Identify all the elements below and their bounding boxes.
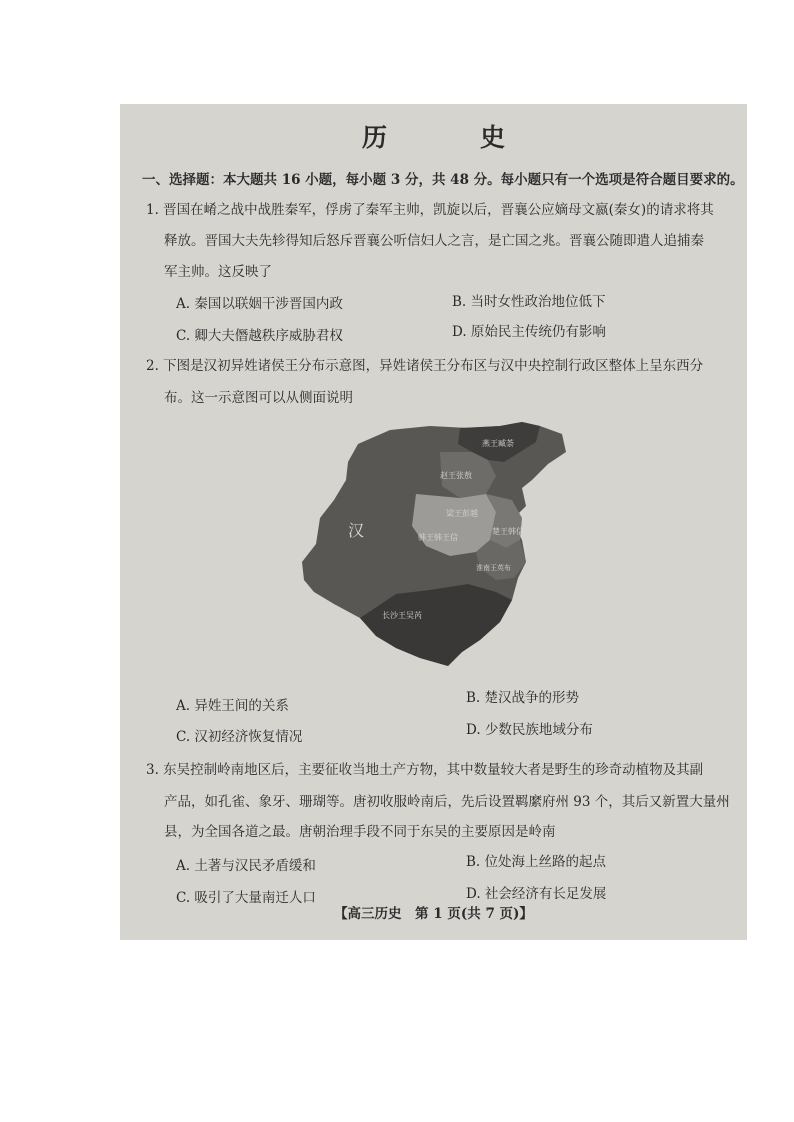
- q2-line-2: 布。这一示意图可以从侧面说明: [164, 390, 353, 406]
- q2-line-1: 2. 下图是汉初异姓诸侯王分布示意图，异姓诸侯王分布区与汉中央控制行政区整体上呈东西分: [146, 358, 704, 374]
- q2-option-a: A. 异姓王间的关系: [176, 698, 289, 714]
- q1-line-2: 释放。晋国大夫先轸得知后怒斥晋襄公听信妇人之言，是亡国之兆。晋襄公随即遣人追捕秦: [164, 233, 704, 249]
- q1-option-c: C. 卿大夫僭越秩序威胁君权: [176, 328, 343, 344]
- han-vassal-map: [300, 422, 570, 667]
- q3-line-1: 3. 东吴控制岭南地区后，主要征收当地土产方物，其中数量较大者是野生的珍奇动植物及其副: [146, 762, 704, 778]
- section-heading: 一、选择题：本大题共 16 小题，每小题 3 分，共 48 分。每小题只有一个选项是符合题目要求的。: [142, 172, 744, 188]
- map-label-yan: 燕王臧荼: [482, 439, 514, 448]
- map-label-hann: 韩王韩王信: [418, 533, 458, 542]
- map-label-huainan: 淮南王英布: [476, 564, 511, 572]
- q1-line-3: 军主帅。这反映了: [164, 264, 272, 280]
- q3-option-a: A. 土著与汉民矛盾缓和: [176, 858, 316, 874]
- q1-line-1: 1. 晋国在崤之战中战胜秦军，俘虏了秦军主帅，凯旋以后，晋襄公应嫡母文嬴(秦女)的请求将其: [146, 202, 714, 218]
- q1-option-a: A. 秦国以联姻干涉晋国内政: [176, 296, 343, 312]
- q1-option-b: B. 当时女性政治地位低下: [452, 294, 606, 310]
- q3-line-2: 产品，如孔雀、象牙、珊瑚等。唐初收服岭南后，先后设置羁縻府州 93 个，其后又新置大量州: [164, 794, 730, 810]
- q3-option-c: C. 吸引了大量南迁人口: [176, 890, 316, 906]
- map-label-chu: 楚王韩信: [492, 527, 524, 536]
- map-label-liang: 梁王彭越: [446, 509, 478, 518]
- page-footer: 【高三历史 第 1 页(共 7 页)】: [334, 906, 533, 922]
- q3-option-b: B. 位处海上丝路的起点: [466, 854, 607, 870]
- q3-option-d: D. 社会经济有长足发展: [466, 886, 607, 902]
- exam-paper: [120, 104, 747, 940]
- map-label-zhao: 赵王张敖: [440, 471, 472, 480]
- q2-option-d: D. 少数民族地域分布: [466, 722, 593, 738]
- q3-line-3: 县，为全国各道之最。唐朝治理手段不同于东吴的主要原因是岭南: [164, 824, 556, 840]
- page-title: 历 史: [361, 123, 539, 152]
- map-label-han: 汉: [348, 521, 365, 540]
- q1-option-d: D. 原始民主传统仍有影响: [452, 324, 606, 340]
- q2-option-b: B. 楚汉战争的形势: [466, 690, 580, 706]
- map-label-changsha: 长沙王吴芮: [382, 611, 422, 620]
- q2-option-c: C. 汉初经济恢复情况: [176, 729, 303, 745]
